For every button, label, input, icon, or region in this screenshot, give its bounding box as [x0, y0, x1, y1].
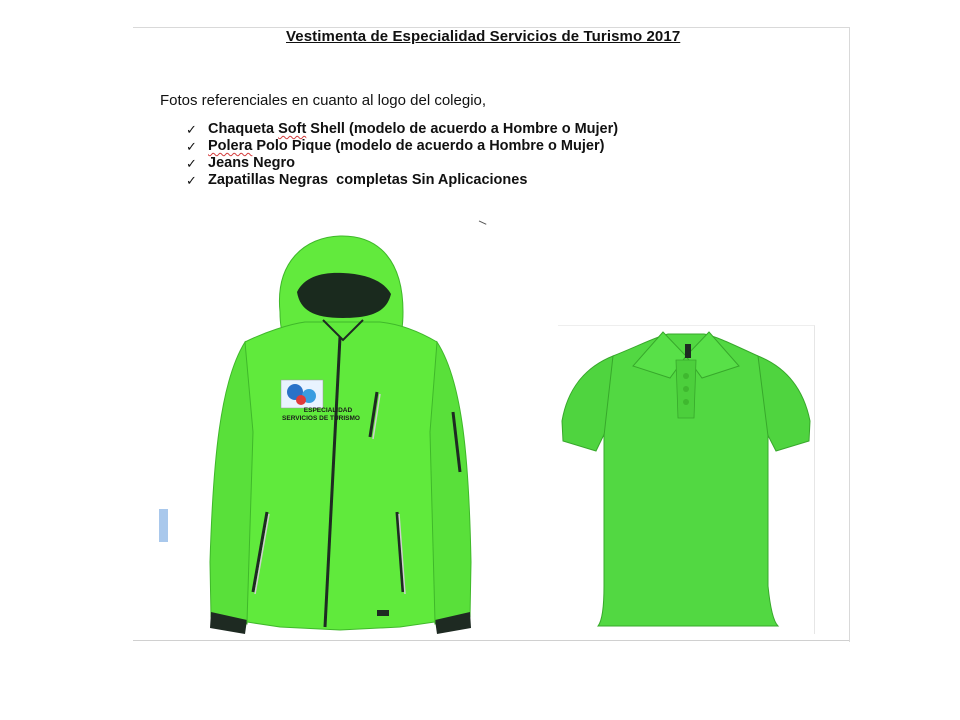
check-icon: ✓: [186, 173, 197, 188]
jacket-image: [205, 232, 480, 637]
page-bottom-edge: [133, 640, 849, 641]
list-item-text-post: Shell (modelo de acuerdo a Hombre o Mujer): [306, 121, 619, 137]
logo-line-2: SERVICIOS DE TURISMO: [282, 415, 360, 422]
spellcheck-word: Soft: [278, 121, 307, 137]
list-item-text-pre: Zapatillas Negras completas Sin Aplicaciones: [208, 172, 528, 188]
school-logo: [281, 380, 323, 408]
document-title: Vestimenta de Especialidad Servicios de Turismo 2017: [286, 28, 681, 45]
check-icon: ✓: [186, 156, 197, 171]
logo-line-1: ESPECIALIDAD: [303, 407, 353, 414]
intro-text: Fotos referenciales en cuanto al logo del colegio,: [160, 92, 487, 109]
check-icon: ✓: [186, 122, 197, 137]
list-item: [186, 138, 618, 155]
check-icon: ✓: [186, 139, 197, 154]
selection-marker: [159, 509, 168, 542]
list-item: [186, 172, 618, 189]
list-item: [186, 121, 618, 138]
spellcheck-word: Polera: [208, 138, 253, 154]
clothing-list: [186, 121, 618, 189]
list-item-text-post: Polo Pique (modelo de acuerdo a Hombre o Mujer): [252, 138, 605, 154]
polo-shirt-illustration: [558, 326, 814, 634]
list-item: [186, 155, 618, 172]
softshell-jacket-illustration: [205, 232, 480, 637]
logo-text: [283, 407, 373, 423]
polo-image: [558, 325, 815, 634]
list-item-text-pre: Chaqueta: [208, 121, 279, 137]
list-item-text-pre: Jeans Negro: [208, 155, 296, 171]
